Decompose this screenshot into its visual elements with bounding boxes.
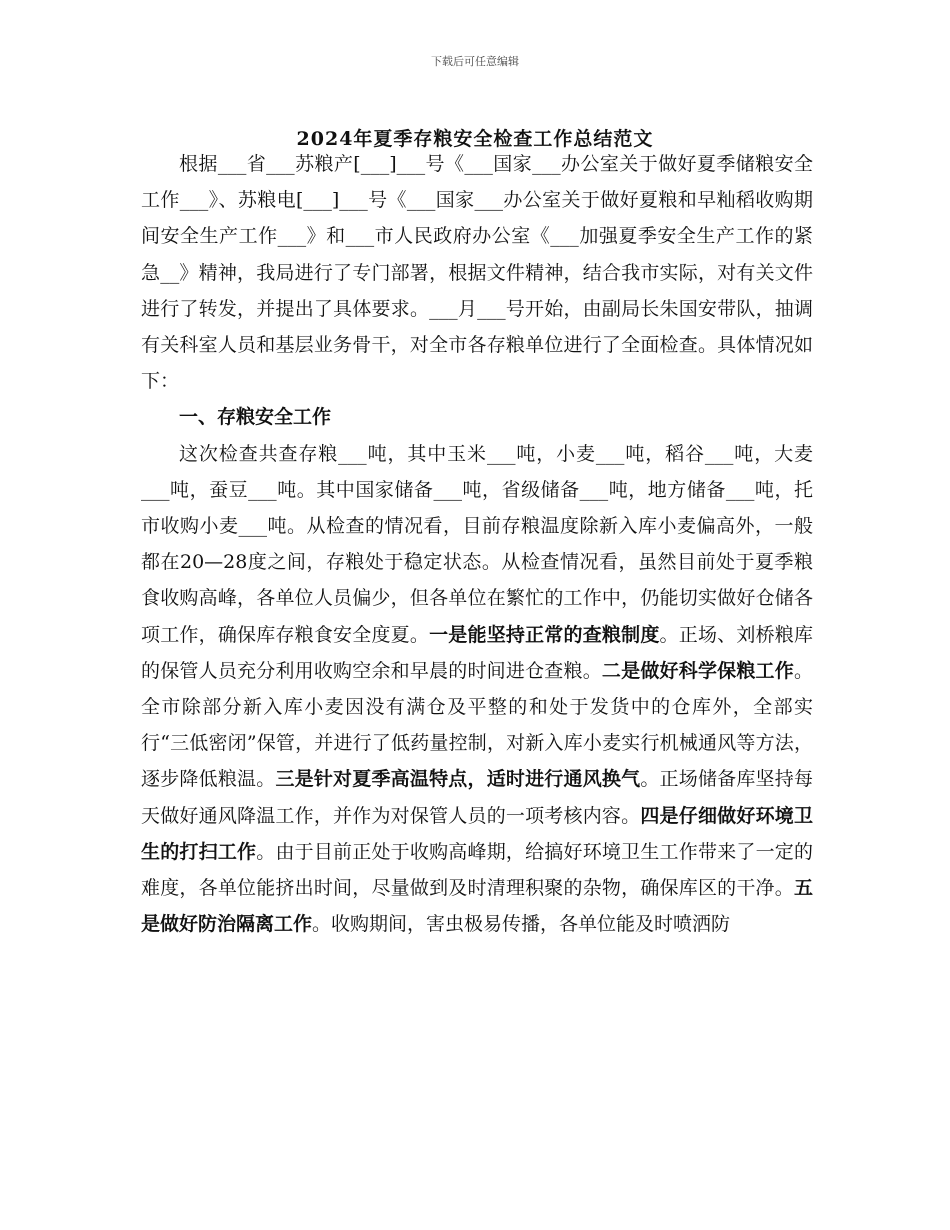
point-two-bold: 二是做好科学保粮工作 (601, 659, 794, 682)
intro-paragraph: 根据___省___苏粮产[___]___号《___国家___办公室关于做好夏季储粮安全工作___》、苏粮电[___]___号《___国家___办公室关于做好夏粮和早籼稻收购期间安全生产工作___》和___市人民政府办公室《___加强夏季安全生产工作的紧急__》精神，我局进行了专门部署，根据文件精神，结合我市实际，对有关文件进行了转发，并提出了具体要求。___月___号开始，由副局长朱国安带队，抽调有关科室人员和基层业务骨干，对全市各存粮单位进行了全面检查。具体情况如下： (141, 153, 813, 393)
document-body (141, 146, 813, 942)
point-one-text: 。正场、刘桥粮库的保管人员充分利用收购空余和早晨的时间进仓查粮。 (141, 623, 813, 682)
point-three-bold: 三是针对夏季高温特点，适时进行通风换气 (275, 768, 641, 791)
section-heading: 一、存粮安全工作 (179, 406, 332, 429)
paragraph-text: 这次检查共查存粮___吨，其中玉米___吨，小麦___吨，稻谷___吨，大麦___吨，蚕豆___吨。其中国家储备___吨，省级储备___吨，地方储备___吨，托市收购小麦___吨。从检查的情况看，目前存粮温度除新入库小麦偏高外，一般都在20—28度之间，存粮处于稳定状态。从检查情况看，虽然目前处于夏季粮食收购高峰，各单位人员偏少，但各单位在繁忙的工作中，仍能切实做好仓储各项工作，确保库存粮食安全度夏。 (141, 442, 813, 646)
point-five-text: 。收购期间，害虫极易传播，各单位能及时喷洒防 (312, 913, 731, 936)
page-header: 下载后可任意编辑 (431, 55, 519, 68)
point-four-text: 。由于目前正处于收购高峰期，给搞好环境卫生工作带来了一定的难度，各单位能挤出时间，尽量做到及时清理积聚的杂物，确保库区的干净。 (141, 840, 813, 900)
point-three-text: 。正场储备库坚持每天做好通风降温工作，并作为对保管人员的一项考核内容。 (141, 768, 813, 827)
section-paragraph (141, 436, 813, 943)
document-title: 2024年夏季存粮安全检查工作总结范文 (296, 128, 654, 150)
point-four-bold: 四是仔细做好环境卫生的打扫工作 (141, 804, 813, 863)
point-five-bold: 五是做好防治隔离工作 (141, 877, 813, 936)
point-one-bold: 一是能坚持正常的查粮制度 (429, 623, 660, 646)
point-two-text: 。全市除部分新入库小麦因没有满仓及平整的和处于发货中的仓库外，全部实行“三低密闭”保管，并进行了低药量控制，对新入库小麦实行机械通风等方法，逐步降低粮温。 (141, 659, 813, 791)
